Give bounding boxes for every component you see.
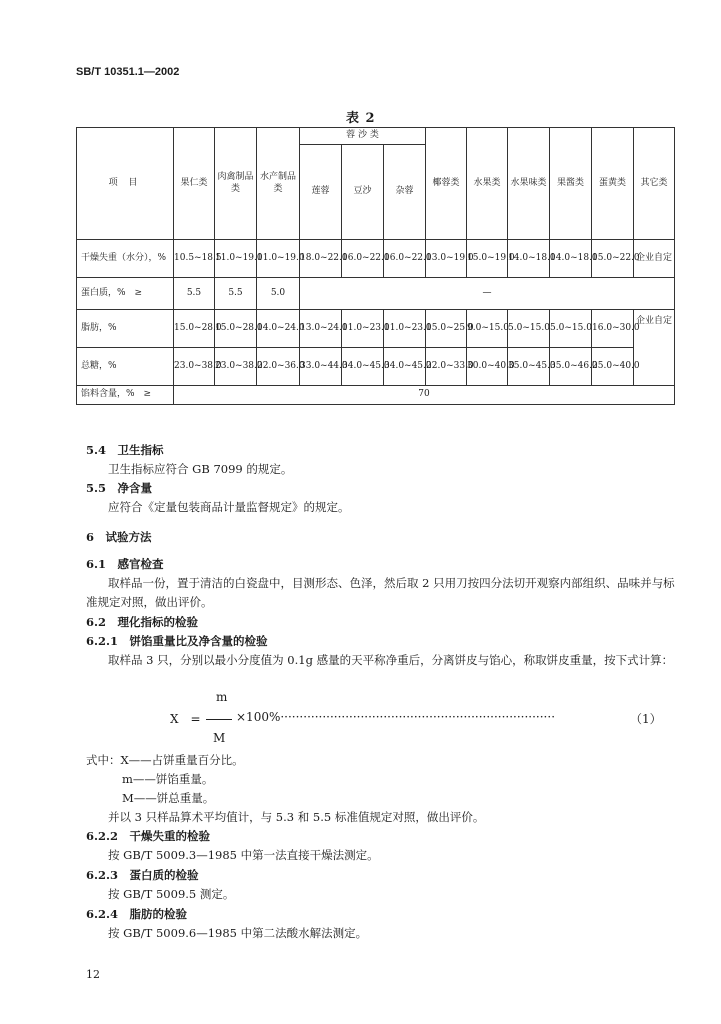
section-6-2-1-text: 取样品 3 只，分别以最小分度值为 0.1g 感量的天平称净重后，分离饼皮与馅心，称取饼皮重量，按下式计算： [108,653,674,667]
table-cell-filling: 70 [174,386,675,405]
header-col: 其它类 [634,128,675,240]
table-cell: 13.0~19.0 [426,240,467,278]
header-col: 莲蓉 [300,145,342,240]
standard-code: SB/T 10351.1—2002 [76,66,180,78]
table-cell: 23.0~38.0 [174,348,215,386]
table-cell: 5.5 [174,278,215,310]
header-col: 豆沙 [342,145,384,240]
row-label: 总糖，% [77,348,174,386]
table-cell: 16.0~22.0 [342,240,384,278]
table-cell: 5.5 [215,278,257,310]
header-col: 果仁类 [174,128,215,240]
table-cell: 13.0~24.0 [300,310,342,348]
section-6-1-text: 取样品一份，置于清洁的白瓷盘中，目测形态、色泽，然后取 2 只用刀按四分法切开观察内部组织、品味并与标准规定对照，做出评价。 [86,576,675,609]
section-6-2-3-text: 按 GB/T 5009.5 测定。 [108,887,235,901]
header-col: 果酱类 [550,128,592,240]
table-cell: 35.0~45.0 [508,348,550,386]
page-number: 12 [86,968,100,981]
header-col: 蛋黄类 [592,128,634,240]
table-cell: 14.0~24.0 [257,310,300,348]
table-cell-other: 企业自定 [634,310,675,386]
table-cell: 11.0~23.0 [384,310,426,348]
table-cell: 16.0~22.0 [384,240,426,278]
table-cell: 25.0~40.0 [592,348,634,386]
section-6-2-4-title: 6.2.4 脂肪的检验 [86,907,188,921]
table-cell: 15.0~19.0 [467,240,508,278]
table-cell: 5.0 [257,278,300,310]
table-cell: 34.0~45.0 [384,348,426,386]
section-6-2-1-title: 6.2.1 饼馅重量比及净含量的检验 [86,634,268,648]
table-2 [76,127,675,405]
table-cell: 15.0~28.0 [174,310,215,348]
table-cell: 16.0~30.0 [592,310,634,348]
table-cell: 11.0~23.0 [342,310,384,348]
section-6-2-2-title: 6.2.2 干燥失重的检验 [86,829,211,843]
section-6-1-title: 6.1 感官检查 [86,557,164,571]
table-cell-dash: — [300,278,675,310]
table-cell: 11.0~19.0 [257,240,300,278]
fraction-bar [206,719,232,720]
table-cell: 10.5~18.5 [174,240,215,278]
table-cell: 5.0~15.0 [550,310,592,348]
table-cell: 9.0~15.0 [467,310,508,348]
header-col: 水产制品类 [257,128,300,240]
section-6-2-2-text: 按 GB/T 5009.3—1985 中第一法直接干燥法测定。 [108,848,379,862]
where-m: m——饼馅重量。 [122,772,214,786]
section-5-4-text: 卫生指标应符合 GB 7099 的规定。 [108,462,293,476]
table-cell: 14.0~18.0 [550,240,592,278]
table-cell: 30.0~40.0 [467,348,508,386]
table-cell: 23.0~38.0 [215,348,257,386]
formula-denominator: M [213,731,226,745]
header-item: 项 目 [77,128,174,240]
table-cell: 5.0~15.0 [508,310,550,348]
row-label: 脂肪，% [77,310,174,348]
section-6-2-3-title: 6.2.3 蛋白质的检验 [86,868,199,882]
header-col: 杂蓉 [384,145,426,240]
section-5-4-title: 5.4 卫生指标 [86,443,164,457]
table-cell: 22.0~33.0 [426,348,467,386]
header-col: 水果味类 [508,128,550,240]
formula-number: （1） [630,712,662,726]
table-cell-other: 企业自定 [634,240,675,278]
table-caption: 表 2 [346,111,376,126]
row-label: 蛋白质，% ≥ [77,278,174,310]
header-col: 椰蓉类 [426,128,467,240]
section-5-5-text: 应符合《定量包装商品计量监督规定》的规定。 [108,500,350,514]
header-group-paste: 蓉 沙 类 [300,128,426,145]
formula-numerator: m [216,690,228,704]
table-cell: 11.0~19.0 [215,240,257,278]
row-label: 干燥失重（水分），% [77,240,174,278]
row-label: 馅料含量，% ≥ [77,386,174,405]
table-cell: 14.0~18.0 [508,240,550,278]
table-cell: 15.0~28.0 [215,310,257,348]
where-x: 式中：X——占饼重量百分比。 [86,753,244,767]
section-6-2-title: 6.2 理化指标的检验 [86,615,199,629]
section-6-title: 6 试验方法 [86,530,152,544]
table-cell: 33.0~44.0 [300,348,342,386]
formula-body: ×100%········································································ [236,710,556,724]
header-col: 肉禽制品类 [215,128,257,240]
table-cell: 18.0~22.0 [300,240,342,278]
section-5-5-title: 5.5 净含量 [86,481,153,495]
table-cell: 15.0~22.0 [592,240,634,278]
where-M: M——饼总重量。 [122,791,215,805]
table-cell: 35.0~46.0 [550,348,592,386]
formula-x: X = [170,712,201,726]
table-cell: 22.0~36.0 [257,348,300,386]
table-cell: 34.0~45.0 [342,348,384,386]
average-text: 并以 3 只样品算术平均值计，与 5.3 和 5.5 标准值规定对照，做出评价。 [108,810,485,824]
header-col: 水果类 [467,128,508,240]
section-6-2-4-text: 按 GB/T 5009.6—1985 中第二法酸水解法测定。 [108,926,368,940]
table-cell: 15.0~25.0 [426,310,467,348]
